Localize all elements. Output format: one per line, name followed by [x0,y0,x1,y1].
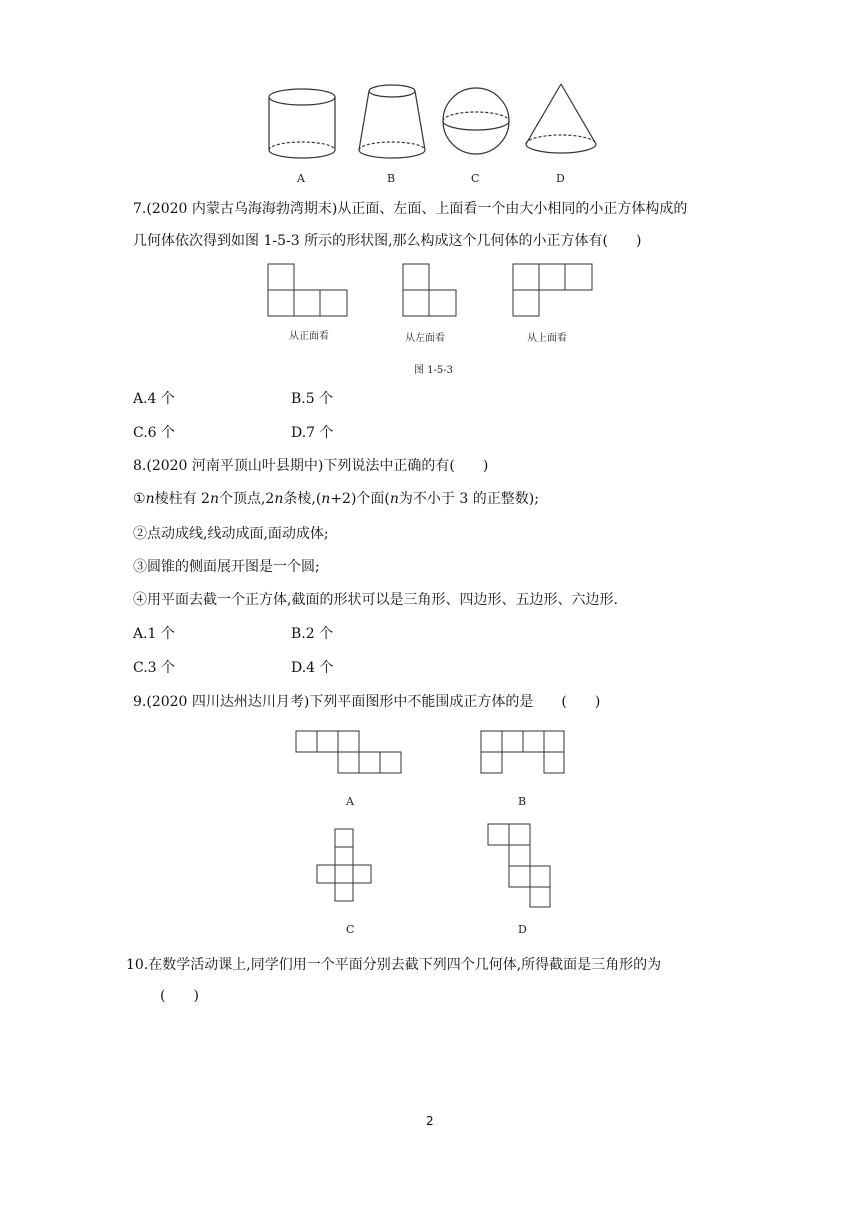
solid-label-c: C [471,172,480,185]
q7-option-d: D.7 个 [291,425,334,441]
page-number: 2 [426,1114,434,1128]
net-a-shape [296,731,401,773]
view-label-front: 从正面看 [289,331,329,342]
q8-option-c: C.3 个 [133,660,176,676]
q8-option-a: A.1 个 [133,626,175,642]
solid-label-d: D [556,172,565,185]
q7-line-1: 7.(2020 内蒙古乌海海勃湾期末)从正面、左面、上面看一个由大小相同的小正方体构成的 [133,201,688,217]
q8-statement-2: ②点动成线,线动成面,面动成体; [133,526,329,542]
solid-label-b: B [387,172,396,185]
net-b-shape [481,731,564,773]
q7-line-2: 几何体依次得到如图 1-5-3 所示的形状图,那么构成这个几何体的小正方体有( ) [133,233,642,249]
view-label-left: 从左面看 [405,333,445,344]
net-label-d: D [518,923,527,936]
q10-line-2: ( ) [160,988,199,1004]
q8-statement-3: ③圆锥的侧面展开图是一个圆; [133,559,320,575]
q8-stem: 8.(2020 河南平顶山叶县期中)下列说法中正确的有( ) [133,458,489,474]
net-label-c: C [346,923,355,936]
figure-caption: 图 1-5-3 [414,365,454,376]
q8-statement-4: ④用平面去截一个正方体,截面的形状可以是三角形、四边形、五边形、六边形. [133,592,618,608]
q8-option-d: D.4 个 [291,660,334,676]
q8-statement-1: ①n棱柱有 2n个顶点,2n条棱,(n+2)个面(n为不小于 3 的正整数); [133,491,539,507]
net-label-b: B [518,795,527,808]
q7-option-b: B.5 个 [291,391,334,407]
view-label-top: 从上面看 [527,333,567,344]
q7-option-c: C.6 个 [133,425,176,441]
q9-stem: 9.(2020 四川达州达川月考)下列平面图形中不能围成正方体的是 ( ) [133,694,601,710]
net-label-a: A [346,795,354,808]
solid-label-a: A [297,172,305,185]
q10-line-1: 10.在数学活动课上,同学们用一个平面分别去截下列四个几何体,所得截面是三角形的为 [126,957,662,973]
q7-option-a: A.4 个 [133,391,175,407]
net-d-shape [488,824,550,907]
net-c-shape [317,829,371,901]
q8-option-b: B.2 个 [291,626,334,642]
